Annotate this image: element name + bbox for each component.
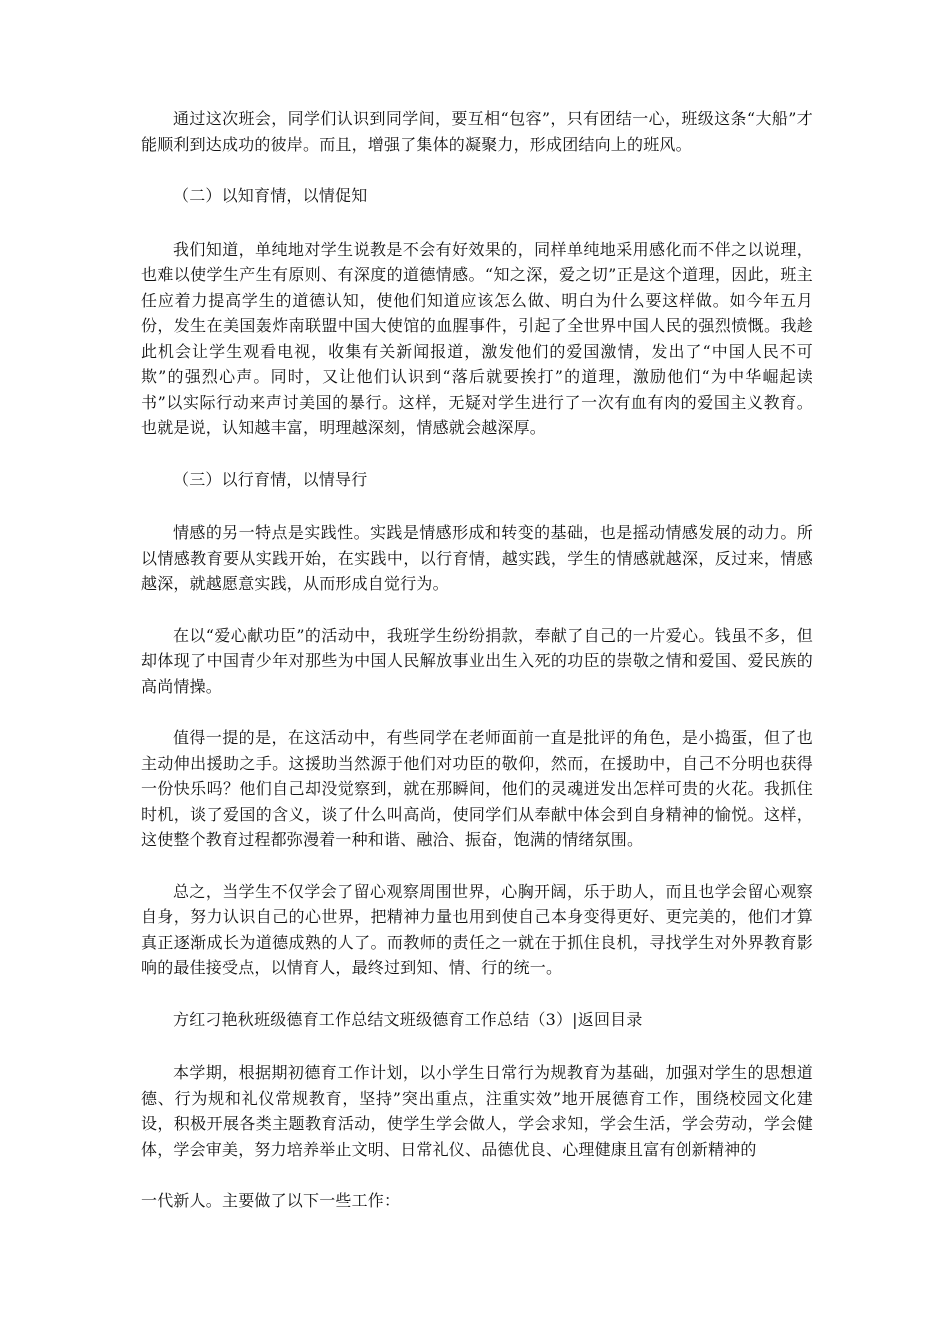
paragraph-practice: 情感的另一特点是实践性。实践是情感形成和转变的基础，也是摇动情感发展的动力。所以情感教育要从实践开始，在实践中，以行育情，越实践，学生的情感就越深，反过来，情感越深，就越愿意实践，从而形成自觉行为。 xyxy=(141,523,813,593)
section-heading-2: （二）以知育情，以情促知 xyxy=(173,186,368,205)
document-body xyxy=(141,106,813,1240)
paragraph-semester-plan: 本学期，根据期初德育工作计划，以小学生日常行为规教育为基础，加强对学生的思想道德、行为规和礼仪常规教育，坚持”突出重点，注重实效”地开展德育工作，围绕校园文化建设，积极开展各类主题教育活动，使学生学会做人，学会求知，学会生活，学会劳动，学会健体，学会审美，努力培养举止文明、日常礼仪、品德优良、心理健康且富有创新精神的 xyxy=(141,1063,813,1159)
section-title-link[interactable]: 方红刁艳秋班级德育工作总结文班级德育工作总结（3）|返回目录 xyxy=(173,1009,643,1029)
paragraph-knowledge-emotion: 我们知道，单纯地对学生说教是不会有好效果的，同样单纯地采用感化而不伴之以说理，也难以使学生产生有原则、有深度的道德情感。“知之深，爱之切”正是这个道理，因此，班主任应着力提高学生的道德认知，使他们知道应该怎么做、明白为什么要这样做。如今年五月份，发生在美国轰炸南联盟中国大使馆的血腥事件，引起了全世界中国人民的强烈愤慨。我趁此机会让学生观看电视，收集有关新闻报道，激发他们的爱国激情，发出了“中国人民不可欺”的强烈心声。同时，又让他们认识到“落后就要挨打”的道理，激励他们“为中华崛起读书”以实际行动来声讨美国的暴行。这样，无疑对学生进行了一次有血有肉的爱国主义教育。也就是说，认知越丰富，明理越深刻，情感就会越深厚。 xyxy=(141,239,813,437)
paragraph-continuation: 一代新人。主要做了以下一些工作： xyxy=(141,1191,401,1210)
paragraph-summary: 总之，当学生不仅学会了留心观察周围世界，心胸开阔，乐于助人，而且也学会留心观察自身，努力认识自己的心世界，把精神力量也用到使自己本身变得更好、更完美的，他们才算真正逐渐成长为道德成熟的人了。而教师的责任之一就在于抓住良机，寻找学生对外界教育影响的最佳接受点，以情育人，最终过到知、情、行的统一。 xyxy=(141,881,813,977)
paragraph-love-activity: 在以“爱心献功臣”的活动中，我班学生纷纷捐款，奉献了自己的一片爱心。钱虽不多，但却体现了中国青少年对那些为中国人民解放事业出生入死的功臣的崇敬之情和爱国、爱民族的高尚情操。 xyxy=(141,625,813,696)
paragraph-class-meeting: 通过这次班会，同学们认识到同学间，要互相“包容”，只有团结一心，班级这条“大船”才能顺利到达成功的彼岸。而且，增强了集体的凝聚力，形成团结向上的班风。 xyxy=(141,109,813,154)
paragraph-noteworthy: 值得一提的是，在这活动中，有些同学在老师面前一直是批评的角色，是小捣蛋，但了也主动伸出援助之手。这援助当然源于他们对功臣的敬仰，然而，在援助中，自己不分明也获得一份快乐吗？他们自己却没觉察到，就在那瞬间，他们的灵魂迸发出怎样可贵的火花。我抓住时机，谈了爱国的含义，谈了什么叫高尚，使同学们从奉献中体会到自身精神的愉悦。这样，这使整个教育过程都弥漫着一种和谐、融洽、振奋，饱满的情绪氛围。 xyxy=(141,728,813,849)
section-heading-3: （三）以行育情，以情导行 xyxy=(173,469,368,489)
